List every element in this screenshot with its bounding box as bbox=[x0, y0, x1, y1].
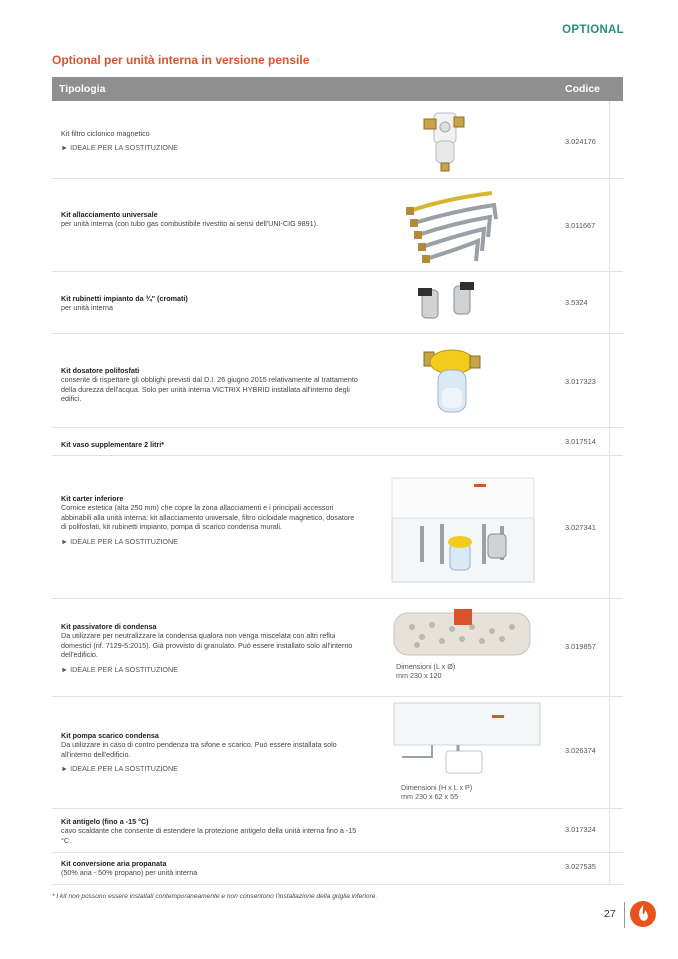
ideal-tag: ► IDEALE PER LA SOSTITUZIONE bbox=[61, 764, 178, 774]
page-title: Optional per unità interna in versione pensile bbox=[52, 53, 310, 67]
item-code: 3.026374 bbox=[565, 746, 596, 755]
item-code: 3.017514 bbox=[565, 437, 596, 446]
dimension-value: mm 230 x 120 bbox=[396, 671, 442, 681]
item-text: Da utilizzare per neutralizzare la condensa qualora non venga miscelata con altri reflui domestici (rif. 7129-5:2015). Già provvisto di granulato. Può essere installato solo all'interno dell'edificio. bbox=[61, 631, 353, 660]
item-text: cavo scaldante che consente di estendere la protezione antigelo della unità interna fino a -15 °C. bbox=[61, 826, 357, 845]
filter-product-image bbox=[412, 105, 482, 180]
item-name: Kit vaso supplementare 2 litri* bbox=[61, 440, 165, 449]
carter-product-image bbox=[388, 474, 538, 591]
table-row bbox=[52, 428, 623, 456]
dosing-product-image bbox=[414, 340, 484, 427]
item-text: per unità interna bbox=[61, 303, 113, 313]
item-text: Da utilizzare in caso di contro pendenza tra sifone e scarico. Può essere installata solo all'interno dell'edificio. bbox=[61, 740, 337, 759]
item-name: Kit passivatore di condensa bbox=[61, 622, 157, 631]
table-row bbox=[52, 334, 623, 428]
passivator-product-image bbox=[392, 607, 532, 664]
item-name: Kit conversione aria propanata bbox=[61, 859, 167, 868]
ideal-tag: ► IDEALE PER LA SOSTITUZIONE bbox=[61, 143, 178, 153]
item-name: Kit pompa scarico condensa bbox=[61, 731, 159, 740]
table-row bbox=[52, 179, 623, 272]
col-codice: Codice bbox=[565, 83, 601, 95]
section-label: OPTIONAL bbox=[562, 24, 624, 36]
item-name: Kit allacciamento universale bbox=[61, 210, 158, 219]
pump-product-image bbox=[392, 701, 542, 782]
item-code: 3.019857 bbox=[565, 642, 596, 651]
pipes-product-image bbox=[404, 189, 504, 269]
item-name: Kit rubinetti impianto da ¾" (cromati) bbox=[61, 294, 188, 303]
col-tipologia: Tipologia bbox=[59, 83, 106, 95]
item-code: 3.027341 bbox=[565, 523, 596, 532]
dimension-label: Dimensioni (H x L x P) bbox=[401, 783, 473, 792]
table-row bbox=[52, 853, 623, 885]
table-row bbox=[52, 809, 623, 853]
table-row bbox=[52, 272, 623, 334]
item-text: Cornice estetica (alta 250 mm) che copre la zona allacciamenti e i principali accessori abbinabili alla unità interna: kit allacciamento universale, filtro cicloidale magnetico, dosatore di polifosfati, kit rubinetti impianto, pompa di scarico condensa murali. bbox=[61, 503, 355, 532]
dimension-value: mm 230 x 62 x 55 bbox=[401, 792, 459, 802]
item-code: 3.017324 bbox=[565, 825, 596, 834]
item-name: Kit carter inferiore bbox=[61, 494, 124, 503]
item-text: (50% aria - 50% propano) per unità interna bbox=[61, 868, 198, 878]
table-row bbox=[52, 456, 623, 599]
flame-logo-icon bbox=[628, 898, 658, 935]
item-code: 3.011667 bbox=[565, 221, 596, 230]
valves-product-image bbox=[414, 278, 484, 333]
table-header bbox=[52, 77, 623, 101]
ideal-tag: ► IDEALE PER LA SOSTITUZIONE bbox=[61, 536, 178, 546]
dimension-label: Dimensioni (L x Ø) bbox=[396, 662, 456, 671]
item-code: 3.5324 bbox=[565, 298, 588, 307]
table-row bbox=[52, 697, 623, 809]
table-row bbox=[52, 101, 623, 179]
item-name: Kit dosatore polifosfati bbox=[61, 366, 140, 375]
item-text: consente di rispettare gli obblighi previsti dal D.I. 26 giugno 2015 relativamente al trattamento della durezza dell'acqua. Solo per unità interna VICTRIX HYBRID installata all'interno degli edifici. bbox=[61, 375, 358, 404]
footnote: * I kit non possono essere installati contemporaneamente e non consentono l'installazione della griglia inferiore. bbox=[52, 893, 378, 900]
page-number: 27 bbox=[604, 908, 616, 920]
item-name: Kit antigelo (fino a -15 °C) bbox=[61, 817, 149, 826]
item-text: per unità interna (con tubo gas combustibile rivestito ai sensi dell'UNI-CIG 9891). bbox=[61, 219, 319, 229]
table-row bbox=[52, 599, 623, 697]
item-code: 3.024176 bbox=[565, 137, 596, 146]
item-code: 3.027535 bbox=[565, 862, 596, 871]
item-code: 3.017323 bbox=[565, 377, 596, 386]
page-divider bbox=[624, 902, 625, 928]
ideal-tag: ► IDEALE PER LA SOSTITUZIONE bbox=[61, 664, 178, 674]
item-text: Kit filtro ciclonico magnetico bbox=[61, 129, 150, 138]
